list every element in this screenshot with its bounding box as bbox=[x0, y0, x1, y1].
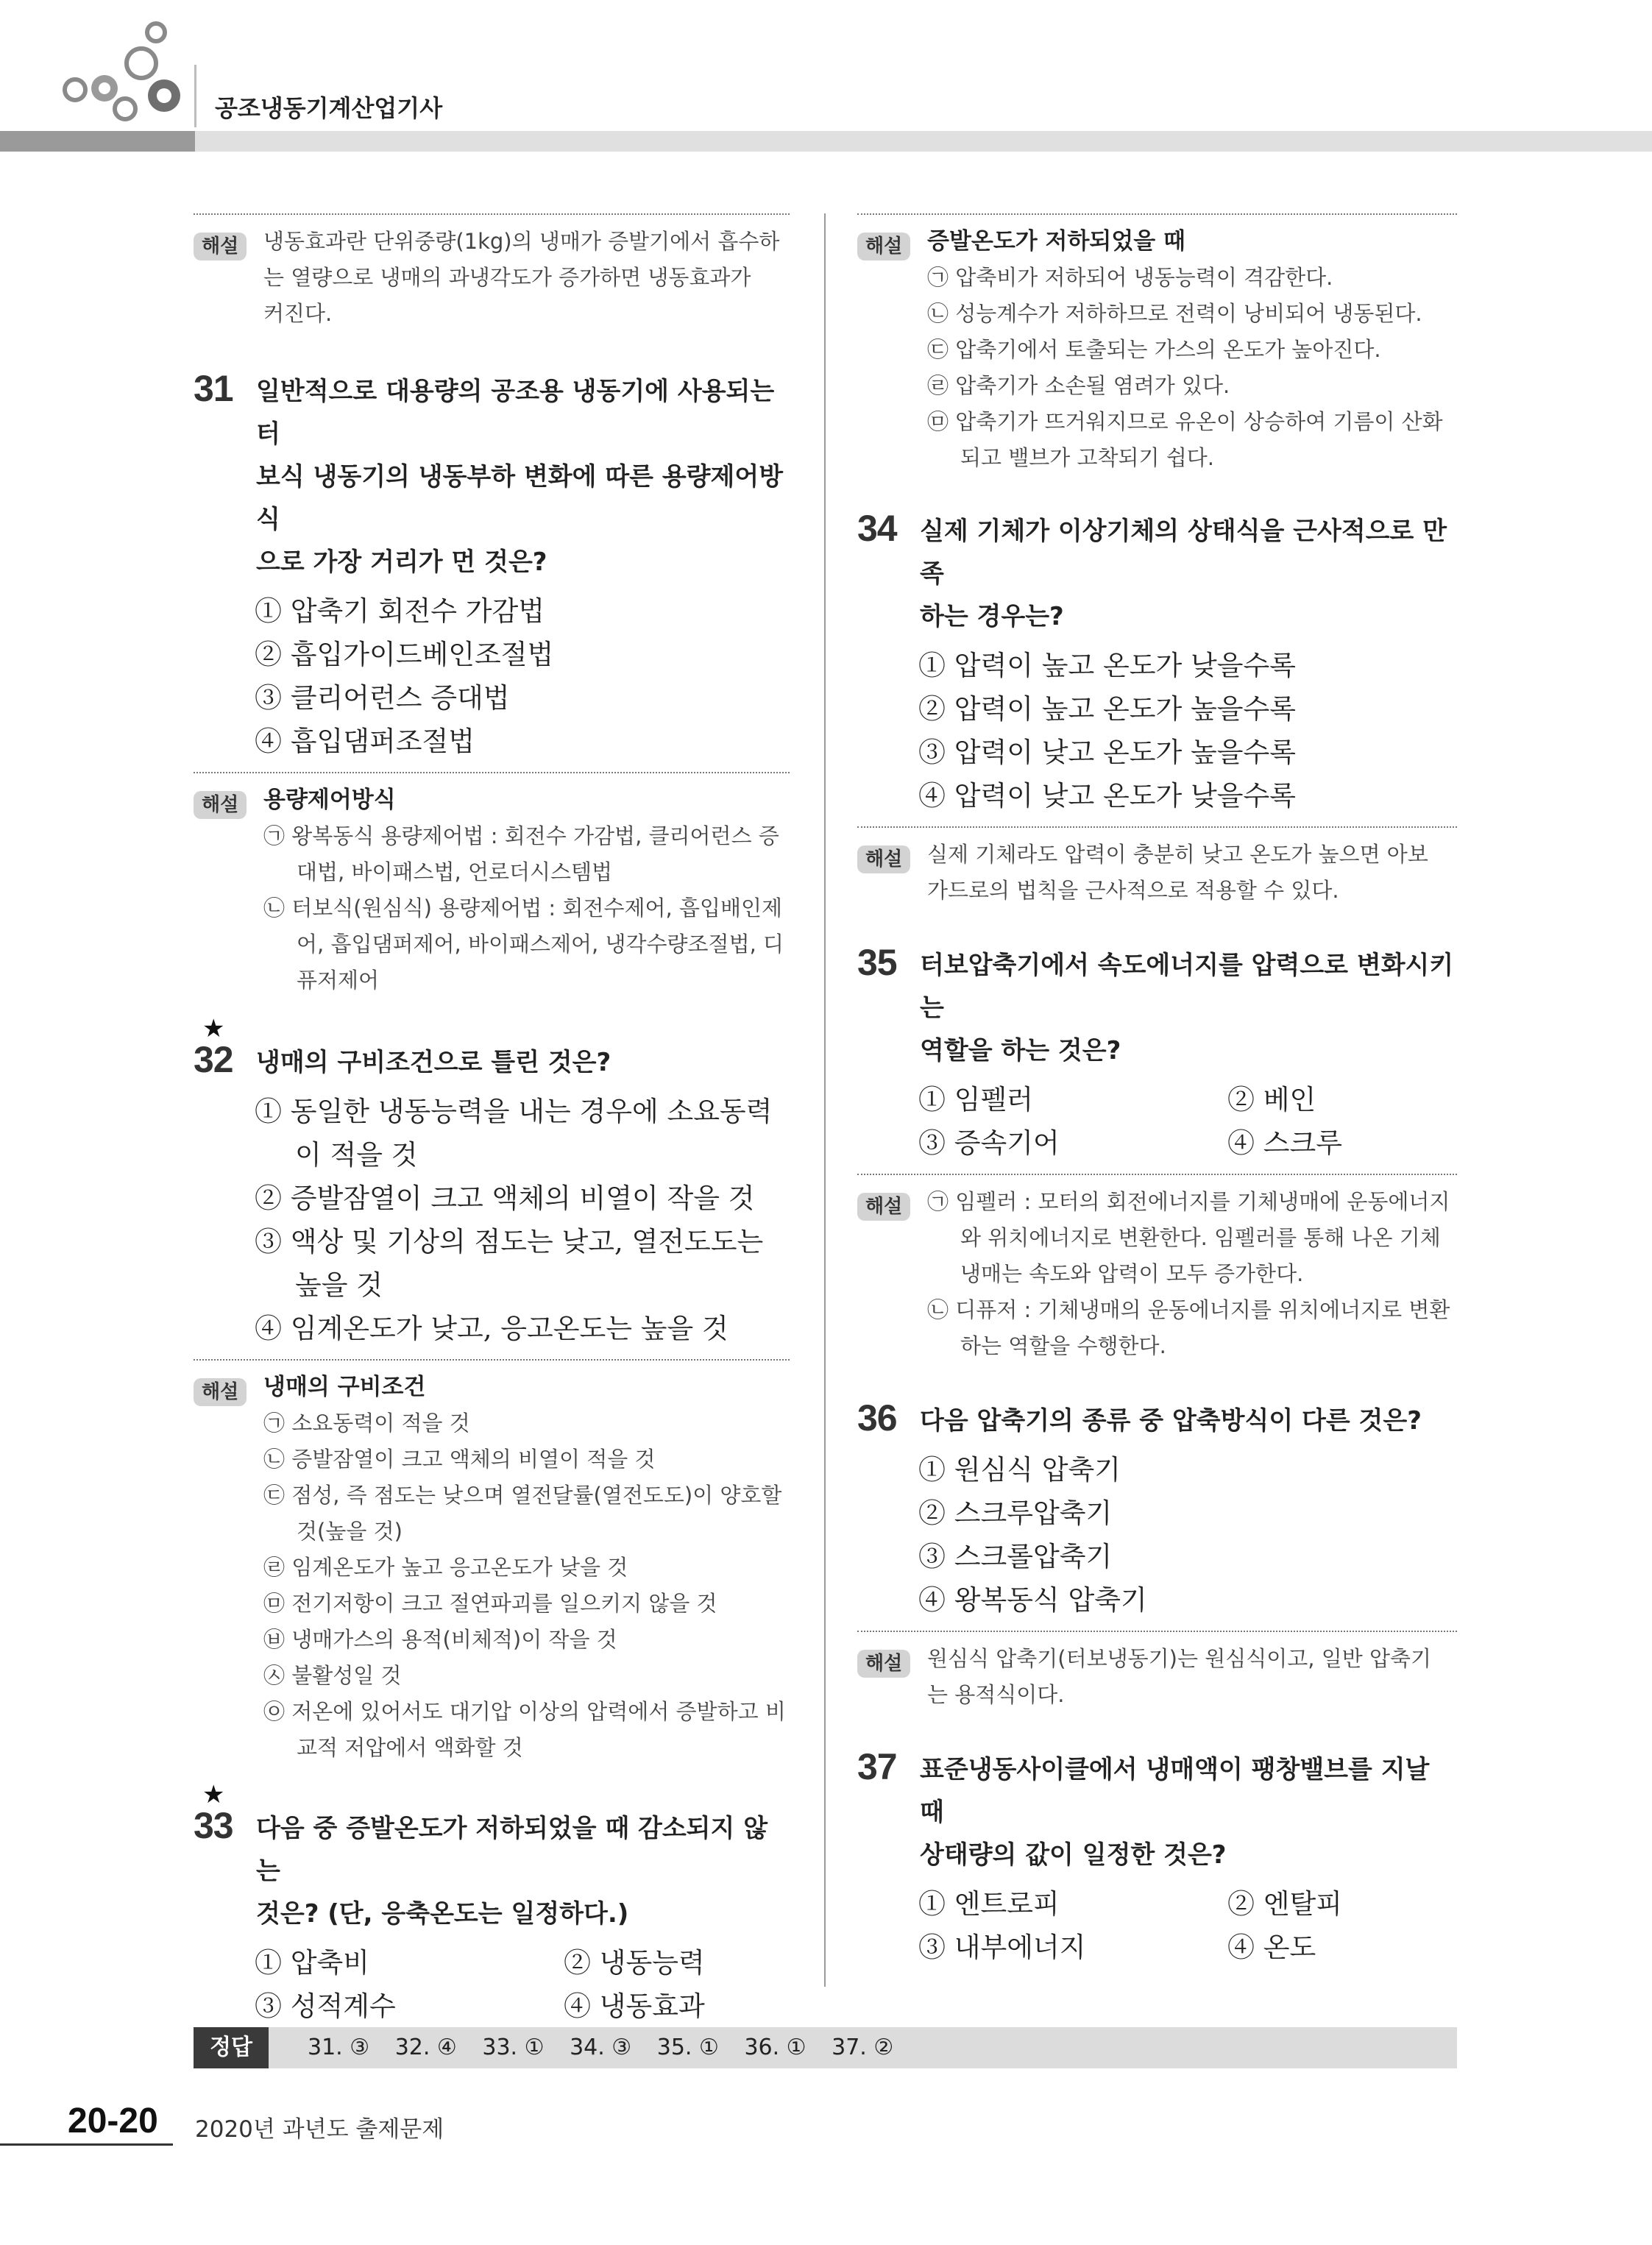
option-2[interactable]: ② 스크루압축기 bbox=[918, 1497, 1113, 1529]
explanation-title: 용량제어방식 bbox=[263, 787, 396, 813]
header-title: 공조냉동기계산업기사 bbox=[215, 94, 443, 122]
question-number: 37 bbox=[857, 1746, 897, 1787]
explanation-item: ㉡ 터보식(원심식) 용량제어법 : 회전수제어, 흡입배인제어, 흡입댐퍼제어, 바이패스제어, 냉각수량조절법, 디퓨저제어 bbox=[263, 895, 784, 993]
header-separator bbox=[194, 65, 196, 127]
option-list bbox=[857, 644, 1457, 818]
question-number: 35 bbox=[857, 942, 897, 983]
right-column bbox=[857, 213, 1457, 1969]
explanation-badge: 해설 bbox=[194, 791, 247, 819]
answer-item: 34. ③ bbox=[570, 2035, 632, 2060]
option-3[interactable]: ③ 증속기어 bbox=[918, 1127, 1060, 1159]
star-icon: ★ bbox=[202, 1014, 225, 1043]
question-36 bbox=[857, 1397, 1457, 1622]
explanation-line: 원심식 압축기(터보냉동기)는 원심식이고, 일반 압축기 bbox=[927, 1646, 1432, 1671]
option-4[interactable]: ④ 냉동효과 bbox=[564, 1990, 705, 2022]
question-line: 다음 압축기의 종류 중 압축방식이 다른 것은? bbox=[920, 1406, 1422, 1436]
explanation-line: 는 용적식이다. bbox=[927, 1682, 1065, 1707]
option-1[interactable]: ① 원심식 압축기 bbox=[918, 1454, 1121, 1486]
answer-item: 31. ③ bbox=[308, 2035, 370, 2060]
page-number: 20-20 bbox=[68, 2102, 158, 2141]
explanation-line: 커진다. bbox=[263, 301, 333, 326]
question-line: 표준냉동사이클에서 냉매액이 팽창밸브를 지날 때 bbox=[920, 1755, 1430, 1827]
explanation-36 bbox=[857, 1641, 1457, 1713]
question-35 bbox=[857, 944, 1457, 1165]
separator bbox=[194, 772, 790, 773]
answer-item: 36. ① bbox=[744, 2035, 806, 2060]
explanation-item: ㉠ 왕복동식 용량제어법 : 회전수 가감법, 클리어런스 증대법, 바이패스법, 언로더시스템법 bbox=[263, 823, 779, 884]
option-2[interactable]: ② 엔탈피 bbox=[1227, 1888, 1342, 1920]
explanation-item: ㉧ 저온에 있어서도 대기압 이상의 압력에서 증발하고 비교적 저압에서 액화할 것 bbox=[263, 1699, 786, 1760]
explanation-badge: 해설 bbox=[857, 845, 910, 873]
option-3[interactable]: ③ 스크롤압축기 bbox=[918, 1541, 1113, 1572]
option-2[interactable]: ② 압력이 높고 온도가 높을수록 bbox=[918, 693, 1296, 725]
explanation-title: 증발온도가 저하되었을 때 bbox=[927, 228, 1185, 255]
question-text bbox=[857, 944, 1457, 1072]
explanation-line: 실제 기체라도 압력이 충분히 낮고 온도가 높으면 아보 bbox=[927, 842, 1428, 867]
question-line: 하는 경우는? bbox=[920, 602, 1064, 631]
question-line: 보식 냉동기의 냉동부하 변화에 따른 용량제어방식 bbox=[256, 462, 784, 534]
question-37 bbox=[857, 1748, 1457, 1969]
option-3[interactable]: ③ 액상 및 기상의 점도는 낮고, 열전도도는 높을 것 bbox=[255, 1226, 764, 1301]
separator bbox=[194, 213, 790, 215]
answer-bar bbox=[194, 2027, 1457, 2068]
explanation-item: ㉡ 디퓨저 : 기체냉매의 운동에너지를 위치에너지로 변환하는 역할을 수행한다. bbox=[927, 1297, 1450, 1358]
separator bbox=[857, 213, 1457, 215]
explanation-33 bbox=[857, 224, 1457, 476]
option-1[interactable]: ① 임펠러 bbox=[918, 1084, 1033, 1116]
question-text bbox=[857, 510, 1457, 638]
explanation-badge: 해설 bbox=[857, 1193, 910, 1221]
question-text bbox=[194, 1807, 790, 1935]
option-4[interactable]: ④ 온도 bbox=[1227, 1932, 1316, 1963]
explanation-badge: 해설 bbox=[857, 1650, 910, 1678]
footer-rule bbox=[0, 2143, 173, 2146]
explanation-item: ㉤ 전기저항이 크고 절연파괴를 일으키지 않을 것 bbox=[263, 1591, 717, 1616]
question-line: 냉매의 구비조건으로 틀린 것은? bbox=[256, 1048, 611, 1077]
left-column bbox=[194, 213, 790, 2028]
explanation-badge: 해설 bbox=[194, 233, 247, 260]
option-1[interactable]: ① 엔트로피 bbox=[918, 1888, 1060, 1920]
option-3[interactable]: ③ 압력이 낮고 온도가 높을수록 bbox=[918, 737, 1296, 768]
question-line: 으로 가장 거리가 먼 것은? bbox=[256, 547, 547, 577]
option-4[interactable]: ④ 왕복동식 압축기 bbox=[918, 1584, 1147, 1616]
answer-item: 37. ② bbox=[832, 2035, 894, 2060]
answer-list bbox=[308, 2027, 912, 2068]
explanation-line: 냉동효과란 단위중량(1kg)의 냉매가 증발기에서 흡수하 bbox=[263, 229, 780, 254]
explanation-34 bbox=[857, 837, 1457, 909]
explanation-32 bbox=[194, 1369, 790, 1766]
separator bbox=[194, 1359, 790, 1361]
explanation-item: ㉠ 임펠러 : 모터의 회전에너지를 기체냉매에 운동에너지와 위치에너지로 변환한다. 임펠러를 통해 나온 기체냉매는 속도와 압력이 모두 증가한다. bbox=[927, 1189, 1450, 1286]
question-number: 31 bbox=[194, 368, 233, 409]
gear-icon bbox=[59, 15, 191, 132]
explanation-item: ㉡ 성능계수가 저하하므로 전력이 낭비되어 냉동된다. bbox=[927, 301, 1422, 326]
question-number: 34 bbox=[857, 508, 897, 549]
question-text bbox=[194, 370, 790, 584]
answer-item: 33. ① bbox=[482, 2035, 545, 2060]
answer-item: 32. ④ bbox=[394, 2035, 457, 2060]
option-3[interactable]: ③ 클리어런스 증대법 bbox=[255, 682, 510, 714]
option-1[interactable]: ① 압축기 회전수 가감법 bbox=[255, 595, 545, 627]
option-row bbox=[918, 1078, 1457, 1121]
question-line: 상태량의 값이 일정한 것은? bbox=[920, 1840, 1227, 1870]
explanation-title: 냉매의 구비조건 bbox=[263, 1374, 426, 1400]
explanation-item: ㉥ 냉매가스의 용적(비체적)이 작을 것 bbox=[263, 1627, 617, 1652]
explanation-item: ㉤ 압축기가 뜨거워지므로 유온이 상승하여 기름이 산화되고 밸브가 고착되기 쉽다. bbox=[927, 409, 1443, 470]
option-row bbox=[918, 1121, 1457, 1165]
question-number: 33 bbox=[194, 1805, 233, 1846]
option-3[interactable]: ③ 성적계수 bbox=[255, 1990, 396, 2022]
header-bar-accent bbox=[0, 131, 195, 152]
explanation-badge: 해설 bbox=[194, 1378, 247, 1406]
option-4[interactable]: ④ 압력이 낮고 온도가 낮을수록 bbox=[918, 780, 1296, 812]
separator bbox=[857, 1631, 1457, 1632]
option-row bbox=[255, 1985, 790, 2028]
option-1[interactable]: ① 압축비 bbox=[255, 1947, 369, 1979]
question-line: 실제 기체가 이상기체의 상태식을 근사적으로 만족 bbox=[920, 517, 1447, 589]
option-list bbox=[194, 1941, 790, 2028]
separator bbox=[857, 1174, 1457, 1175]
star-icon: ★ bbox=[202, 1780, 225, 1809]
question-line: 터보압축기에서 속도에너지를 압력으로 변화시키는 bbox=[920, 951, 1454, 1023]
option-list bbox=[194, 589, 790, 763]
explanation-30 bbox=[194, 224, 790, 332]
option-row bbox=[255, 1941, 790, 1985]
option-1[interactable]: ① 압력이 높고 온도가 낮을수록 bbox=[918, 650, 1296, 681]
question-text bbox=[194, 1041, 790, 1084]
option-row bbox=[918, 1926, 1457, 1969]
question-line: 역할을 하는 것은? bbox=[920, 1036, 1121, 1065]
explanation-31 bbox=[194, 782, 790, 999]
column-divider bbox=[824, 213, 826, 1987]
option-4[interactable]: ④ 임계온도가 낮고, 응고온도는 높을 것 bbox=[255, 1313, 728, 1344]
question-34 bbox=[857, 510, 1457, 818]
option-2[interactable]: ② 증발잠열이 크고 액체의 비열이 작을 것 bbox=[255, 1182, 755, 1214]
question-number: 32 bbox=[194, 1039, 233, 1080]
question-line: 다음 중 증발온도가 저하되었을 때 감소되지 않는 bbox=[256, 1814, 768, 1886]
option-list bbox=[857, 1078, 1457, 1165]
option-4[interactable]: ④ 흡입댐퍼조절법 bbox=[255, 726, 475, 757]
question-text bbox=[857, 1400, 1457, 1442]
option-4[interactable]: ④ 스크루 bbox=[1227, 1127, 1342, 1159]
question-line: 일반적으로 대용량의 공조용 냉동기에 사용되는 터 bbox=[256, 377, 775, 449]
question-text bbox=[857, 1748, 1457, 1876]
answer-label: 정답 bbox=[194, 2027, 269, 2068]
option-list bbox=[857, 1448, 1457, 1622]
option-2[interactable]: ② 냉동능력 bbox=[564, 1947, 705, 1979]
question-number: 36 bbox=[857, 1397, 897, 1439]
answer-item: 35. ① bbox=[656, 2035, 719, 2060]
explanation-item: ㉡ 증발잠열이 크고 액체의 비열이 적을 것 bbox=[263, 1447, 656, 1472]
question-32 bbox=[194, 1016, 790, 1350]
explanation-item: ㉠ 압축비가 저하되어 냉동능력이 격감한다. bbox=[927, 265, 1333, 290]
footer-text: 2020년 과년도 출제문제 bbox=[195, 2116, 444, 2143]
explanation-item: ㉠ 소요동력이 적을 것 bbox=[263, 1411, 470, 1436]
option-1[interactable]: ① 동일한 냉동능력을 내는 경우에 소요동력이 적을 것 bbox=[255, 1096, 773, 1171]
explanation-item: ㉦ 불활성일 것 bbox=[263, 1663, 402, 1688]
explanation-item: ㉢ 압축기에서 토출되는 가스의 온도가 높아진다. bbox=[927, 337, 1381, 362]
question-33 bbox=[194, 1782, 790, 2028]
explanation-badge: 해설 bbox=[857, 233, 910, 260]
explanation-line: 가드로의 법칙을 근사적으로 적용할 수 있다. bbox=[927, 878, 1339, 903]
explanation-line: 는 열량으로 냉매의 과냉각도가 증가하면 냉동효과가 bbox=[263, 265, 751, 290]
explanation-item: ㉣ 압축기가 소손될 염려가 있다. bbox=[927, 373, 1230, 398]
explanation-35 bbox=[857, 1184, 1457, 1364]
separator bbox=[857, 826, 1457, 828]
question-31 bbox=[194, 370, 790, 763]
question-line: 것은? (단, 응축온도는 일정하다.) bbox=[256, 1899, 629, 1929]
option-2[interactable]: ② 흡입가이드베인조절법 bbox=[255, 639, 554, 670]
explanation-item: ㉣ 임계온도가 높고 응고온도가 낮을 것 bbox=[263, 1555, 628, 1580]
option-list bbox=[857, 1882, 1457, 1969]
option-list bbox=[194, 1090, 790, 1350]
header-bar bbox=[0, 131, 1652, 152]
option-2[interactable]: ② 베인 bbox=[1227, 1084, 1316, 1116]
option-row bbox=[918, 1882, 1457, 1926]
explanation-item: ㉢ 점성, 즉 점도는 낮으며 열전달률(열전도도)이 양호할 것(높을 것) bbox=[263, 1483, 782, 1544]
option-3[interactable]: ③ 내부에너지 bbox=[918, 1932, 1086, 1963]
